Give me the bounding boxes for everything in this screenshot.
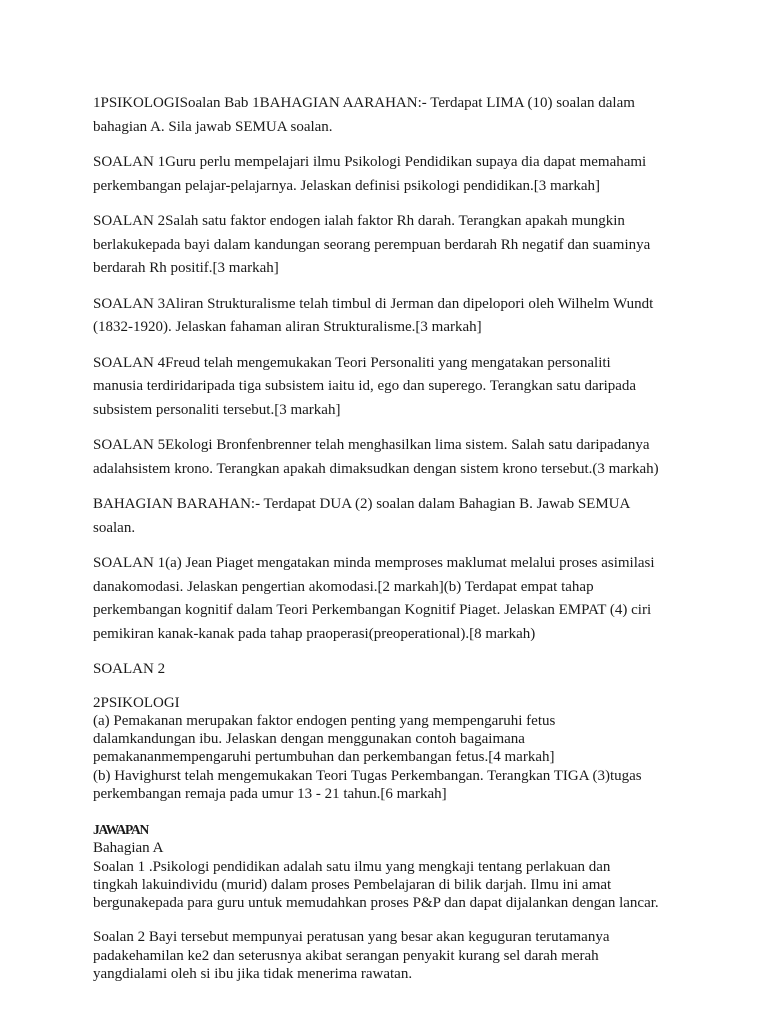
- text-line: yangdialami oleh si ibu jika tidak menerima rawatan.: [93, 966, 413, 983]
- text-line: (1832-1920). Jelaskan fahaman aliran Strukturalisme.[3 markah]: [93, 319, 482, 335]
- text-line: tingkah lakuindividu (murid) dalam proses Pembelajaran di bilik darjah. Ilmu ini amat: [93, 876, 612, 893]
- exam-instructions: [93, 92, 693, 139]
- text-line: dalamkandungan ibu. Jelaskan dengan menggunakan contoh bagaimana: [93, 731, 525, 748]
- text-line: SOALAN 1Guru perlu mempelajari ilmu Psikologi Pendidikan supaya dia dapat memahami: [93, 154, 647, 170]
- text-line: BAHAGIAN BARAHAN:- Terdapat DUA (2) soalan dalam Bahagian B. Jawab SEMUA: [93, 496, 631, 512]
- text-line: subsistem personaliti tersebut.[3 markah]: [93, 401, 341, 418]
- text-line: bahagian A. Sila jawab SEMUA soalan.: [93, 118, 333, 135]
- question-b2: [93, 694, 693, 804]
- question-a5: [93, 434, 693, 481]
- text-line: padakehamilan ke2 dan seterusnya akibat serangan penyakit kurang sel darah merah: [93, 947, 599, 964]
- answers-heading: JAWAPAN: [93, 822, 149, 838]
- question-b1: [93, 552, 693, 646]
- text-line: SOALAN 1(a) Jean Piaget mengatakan minda memproses maklumat melalui proses asimilasi: [93, 555, 655, 571]
- text-line: manusia terdiridaripada tiga subsistem iaitu id, ego dan superego. Terangkan satu daripada: [93, 378, 637, 394]
- text-line: SOALAN 4Freud telah mengemukakan Teori Personaliti yang mengatakan personaliti: [93, 354, 611, 371]
- text-line: pemikiran kanak-kanak pada tahap praoperasi(preoperational).[8 markah): [93, 625, 536, 642]
- text-line: Soalan 1 .Psikologi pendidikan adalah satu ilmu yang mengkaji tentang perlakuan dan: [93, 858, 611, 875]
- section-b-instructions: [93, 493, 693, 540]
- text-line: berlakukepada bayi dalam kandungan seorang perempuan berdarah Rh negatif dan suaminya: [93, 236, 651, 253]
- question-b2-heading: [93, 658, 693, 682]
- text-line: perkembangan kognitif dalam Teori Perkembangan Kognitif Piaget. Jelaskan EMPAT (4) ciri: [93, 602, 652, 618]
- text-line: SOALAN 2: [93, 661, 166, 677]
- question-a3: [93, 293, 693, 340]
- question-a1: [93, 151, 693, 198]
- paragraph-spacer: [93, 912, 693, 928]
- text-line: SOALAN 3Aliran Strukturalisme telah timbul di Jerman dan dipelopori oleh Wilhelm Wundt: [93, 295, 654, 312]
- text-line: perkembangan remaja pada umur 13 - 21 tahun.[6 markah]: [93, 785, 447, 802]
- text-line: SOALAN 5Ekologi Bronfenbrenner telah menghasilkan lima sistem. Salah satu daripadanya: [93, 437, 650, 453]
- document-page: [93, 92, 693, 983]
- text-line: bergunakepada para guru untuk memudahkan proses P&P dan dapat dijalankan dengan lancar.: [93, 895, 659, 912]
- text-line: 2PSIKOLOGI: [93, 694, 180, 711]
- text-line: berdarah Rh positif.[3 markah]: [93, 260, 279, 276]
- question-a2: [93, 210, 693, 281]
- text-line: perkembangan pelajar-pelajarnya. Jelaskan definisi psikologi pendidikan.[3 markah]: [93, 177, 601, 194]
- answers-subheading: Bahagian A: [93, 840, 164, 857]
- text-line: danakomodasi. Jelaskan pengertian akomodasi.[2 markah](b) Terdapat empat tahap: [93, 578, 594, 595]
- text-line: SOALAN 2Salah satu faktor endogen ialah faktor Rh darah. Terangkan apakah mungkin: [93, 213, 625, 229]
- text-line: 1PSIKOLOGISoalan Bab 1BAHAGIAN AARAHAN:- Terdapat LIMA (10) soalan dalam: [93, 95, 635, 111]
- text-line: (b) Havighurst telah mengemukakan Teori Tugas Perkembangan. Terangkan TIGA (3)tugas: [93, 767, 642, 784]
- text-line: (a) Pemakanan merupakan faktor endogen penting yang mempengaruhi fetus: [93, 712, 556, 729]
- question-a4: [93, 352, 693, 423]
- text-line: Soalan 2 Bayi tersebut mempunyai peratusan yang besar akan keguguran terutamanya: [93, 929, 610, 946]
- text-line: adalahsistem krono. Terangkan apakah dimaksudkan dengan sistem krono tersebut.(3 markah): [93, 460, 659, 477]
- answers-section: [93, 821, 693, 983]
- text-line: pemakananmempengaruhi pertumbuhan dan perkembangan fetus.[4 markah]: [93, 749, 555, 766]
- text-line: soalan.: [93, 519, 136, 536]
